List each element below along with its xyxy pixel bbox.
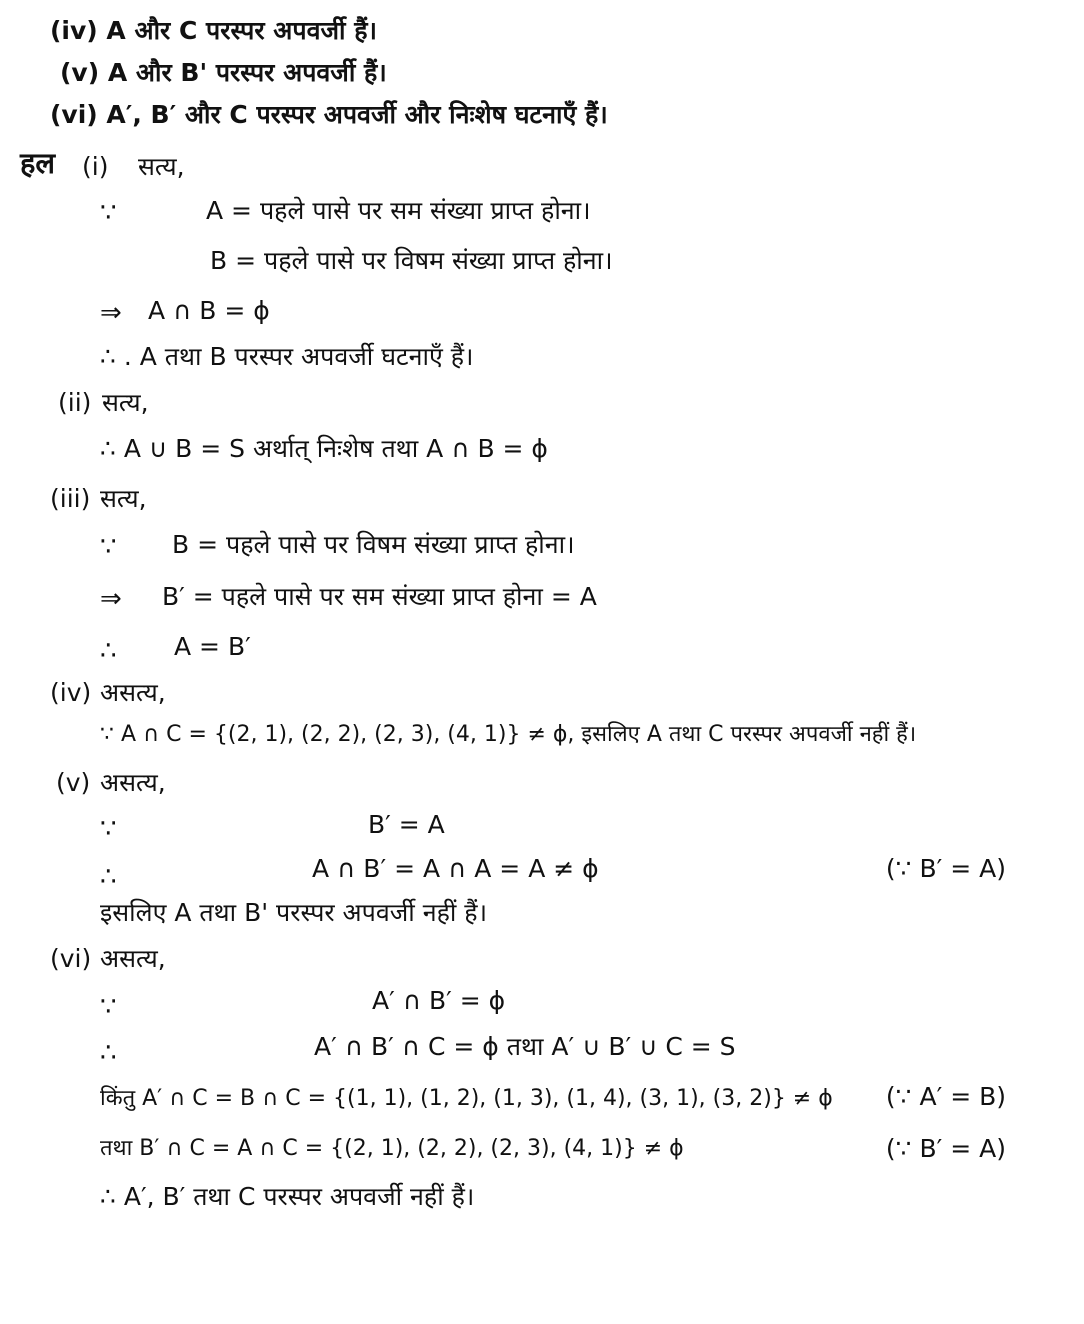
part-vi-line2: A′ ∩ B′ ∩ C = ϕ तथा A′ ∪ B′ ∪ C = S: [314, 1032, 736, 1061]
since-symbol: ∵: [100, 198, 117, 228]
part-vi-line1: A′ ∩ B′ = ϕ: [372, 986, 506, 1015]
part-iii-line1: B = पहले पासे पर विषम संख्या प्राप्त होना।: [172, 530, 575, 559]
therefore-symbol: ∴: [100, 1038, 117, 1068]
part-i-line3: A ∩ B = ϕ: [148, 296, 270, 325]
part-v-verdict: असत्य,: [100, 768, 166, 797]
part-vi-verdict: असत्य,: [100, 944, 166, 973]
part-v-line3: इसलिए A तथा B' परस्पर अपवर्जी नहीं हैं।: [100, 898, 488, 927]
since-symbol: ∵: [100, 814, 117, 844]
implies-symbol: ⇒: [100, 298, 122, 328]
part-v-line2: A ∩ B′ = A ∩ A = A ≠ ϕ: [312, 854, 599, 883]
part-v-label: (v): [56, 768, 91, 797]
part-v-reason: (∵ B′ = A): [885, 854, 1006, 883]
part-i-label: (i): [82, 152, 109, 181]
part-vi-reason3: (∵ A′ = B): [885, 1082, 1006, 1111]
statement-vi: (vi) A′, B′ और C परस्पर अपवर्जी और निःशेष घटनाएँ हैं।: [50, 100, 608, 129]
since-symbol: ∵: [100, 992, 117, 1022]
implies-symbol: ⇒: [100, 584, 122, 614]
part-iv-label: (iv): [50, 678, 92, 707]
part-iv-verdict: असत्य,: [100, 678, 166, 707]
part-i-line2: B = पहले पासे पर विषम संख्या प्राप्त होना।: [210, 246, 613, 275]
part-vi-label: (vi): [50, 944, 92, 973]
part-iii-verdict: सत्य,: [100, 484, 147, 513]
therefore-symbol: ∴: [100, 636, 117, 666]
solution-heading: हल: [20, 146, 56, 180]
part-iii-label: (iii): [50, 484, 91, 513]
part-i-line4: ∴ . A तथा B परस्पर अपवर्जी घटनाएँ हैं।: [100, 342, 474, 371]
part-i-verdict: सत्य,: [138, 152, 185, 181]
part-i-line1: A = पहले पासे पर सम संख्या प्राप्त होना।: [206, 196, 591, 225]
part-ii-label: (ii): [58, 388, 92, 417]
part-iii-line2: B′ = पहले पासे पर सम संख्या प्राप्त होना = A: [162, 582, 597, 611]
part-iv-line1: ∵ A ∩ C = {(2, 1), (2, 2), (2, 3), (4, 1)} ≠ ϕ, इसलिए A तथा C परस्पर अपवर्जी नहीं हैं।: [100, 722, 917, 747]
since-symbol: ∵: [100, 532, 117, 562]
part-v-line1: B′ = A: [368, 810, 445, 839]
part-vi-line5: ∴ A′, B′ तथा C परस्पर अपवर्जी नहीं हैं।: [100, 1182, 475, 1211]
part-vi-line3: किंतु A′ ∩ C = B ∩ C = {(1, 1), (1, 2), (1, 3), (1, 4), (3, 1), (3, 2)} ≠ ϕ: [100, 1086, 833, 1111]
part-ii-line1: ∴ A ∪ B = S अर्थात् निःशेष तथा A ∩ B = ϕ: [100, 434, 548, 463]
part-vi-line4: तथा B′ ∩ C = A ∩ C = {(2, 1), (2, 2), (2, 3), (4, 1)} ≠ ϕ: [100, 1136, 684, 1161]
part-ii-verdict: सत्य,: [102, 388, 149, 417]
therefore-symbol: ∴: [100, 862, 117, 892]
part-iii-line3: A = B′: [174, 632, 251, 661]
part-vi-reason4: (∵ B′ = A): [885, 1134, 1006, 1163]
statement-v: (v) A और B' परस्पर अपवर्जी हैं।: [60, 58, 387, 87]
statement-iv: (iv) A और C परस्पर अपवर्जी हैं।: [50, 16, 377, 45]
